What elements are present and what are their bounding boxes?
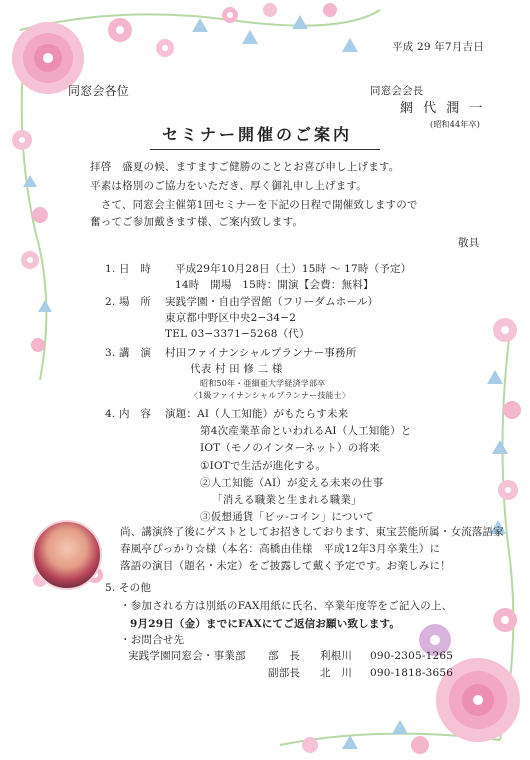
item-speaker-line: 〈1級ファイナンシャルプランナー技能士〉: [190, 391, 351, 400]
contact-org: 実践学園同窓会・事業部: [128, 650, 246, 662]
contact-phone: 090-1818-3656: [370, 667, 454, 679]
recipients: 同窓会各位: [68, 84, 130, 98]
greeting-line: 平素は格別のご協力をいただき、厚く御礼申し上げます。: [90, 180, 367, 192]
item-place-line: TEL 03−3371−5268（代）: [165, 328, 310, 340]
flower-small: [498, 480, 518, 500]
bellflower: [492, 440, 508, 454]
bellflower: [38, 300, 52, 312]
item-content-line: IOT（モノのインターネット）の将来: [200, 442, 380, 454]
flower-small: [108, 18, 132, 42]
flower-small: [21, 251, 39, 269]
closing: 敬具: [458, 237, 480, 249]
item-content-line: 演題：AI（人工知能）がもたらす未来: [165, 408, 349, 420]
flower-small: [323, 3, 337, 17]
flower-small: [493, 318, 517, 342]
guest-photo: [32, 520, 102, 590]
bellflower: [192, 18, 208, 32]
item-speaker-label: 3. 講 演: [105, 347, 152, 359]
bellflower: [242, 30, 258, 44]
flower-small: [32, 207, 48, 223]
item-content-line: ②人工知能（AI）が変える未来の仕事: [200, 477, 384, 489]
guest-line: 落語の演目（題名・未定）をご披露して戴く予定です。お楽しみに！: [120, 560, 451, 572]
contact-role: 部 長: [268, 650, 301, 662]
bellflower: [487, 370, 503, 384]
guest-line: 春風亭ぴっかり☆様（本名：高橋由佳様 平成12年3月卒業生）に: [120, 543, 441, 555]
item-content-line: ③仮想通貨「ビッ-コイン」について: [200, 511, 375, 523]
item-speaker-line: 昭和50年・亜細亜大学経済学部卒: [200, 379, 326, 388]
guest-line: 尚、講演終了後にゲストとしてお招きしております、東宝芸能所属・女流落語家: [120, 526, 504, 538]
item-date-line: 14時 開場 15時：開演【会費：無料】: [175, 279, 374, 291]
flower-small: [302, 737, 318, 753]
item-content-label: 4. 内 容: [105, 408, 152, 420]
flower-small: [156, 39, 174, 57]
flower-small: [493, 608, 517, 632]
bellflower: [292, 15, 308, 29]
contact-name: 利根川: [320, 650, 353, 662]
item-date-line: 平成29年10月28日（土）15時 ～ 17時（予定）: [175, 263, 412, 275]
item-content-line: 第4次産業革命といわれるAI（人工知能）と: [200, 425, 412, 437]
item-place-line: 東京都中野区中央2−34−2: [165, 312, 297, 324]
item-other-line: ・参加される方は別紙のFAX用紙に氏名、卒業年度等をご記入の上、: [120, 600, 453, 612]
item-place-line: 実践学園・自由学習館（フリーダムホール）: [165, 296, 379, 308]
item-speaker-line: 代表 村 田 修 二 様: [190, 363, 283, 375]
page-title: セミナー開催のご案内: [162, 125, 353, 144]
greeting-line: さて、同窓会主催第1回セミナーを下記の日程で開催致しますので: [90, 199, 418, 211]
bellflower: [342, 735, 358, 749]
contact-name: 北 川: [320, 667, 353, 679]
flower-small: [411, 736, 429, 754]
flower-small: [503, 401, 521, 419]
bellflower: [392, 720, 408, 734]
item-other-label: 5. その他: [105, 582, 152, 594]
item-place-label: 2. 場 所: [105, 296, 152, 308]
flower-small: [31, 338, 45, 352]
sender-name: 網 代 潤 一: [400, 101, 486, 116]
issue-date: 平成 29 年7月吉日: [392, 41, 484, 53]
flower-small: [12, 130, 32, 150]
contact-phone: 090-2305-1265: [370, 650, 454, 662]
flower-small: [263, 3, 277, 17]
greeting-line: 奮ってご参加戴きます様、ご案内致します。: [90, 216, 304, 228]
item-date-label: 1. 日 時: [105, 263, 152, 275]
flower-small: [222, 7, 238, 23]
contact-role: 副部長: [268, 667, 301, 679]
title-underline: [150, 149, 380, 150]
bellflower: [342, 38, 358, 52]
sender-note: (昭和44年卒): [430, 120, 481, 129]
item-other-line: ・お問合せ先: [120, 634, 185, 646]
greeting-line: 拝啓 盛夏の候、ますますご健勝のこととお喜び申し上げます。: [90, 161, 400, 173]
sender-role: 同窓会会長: [370, 85, 424, 97]
item-other-line: 9月29日（金）までにFAXにてご返信お願い致します。: [130, 618, 401, 630]
item-speaker-line: 村田ファイナンシャルプランナー事務所: [165, 347, 357, 359]
item-content-line: 「消える職業と生まれる職業」: [212, 494, 362, 506]
item-content-line: ①IOTで生活が進化する。: [200, 460, 327, 472]
